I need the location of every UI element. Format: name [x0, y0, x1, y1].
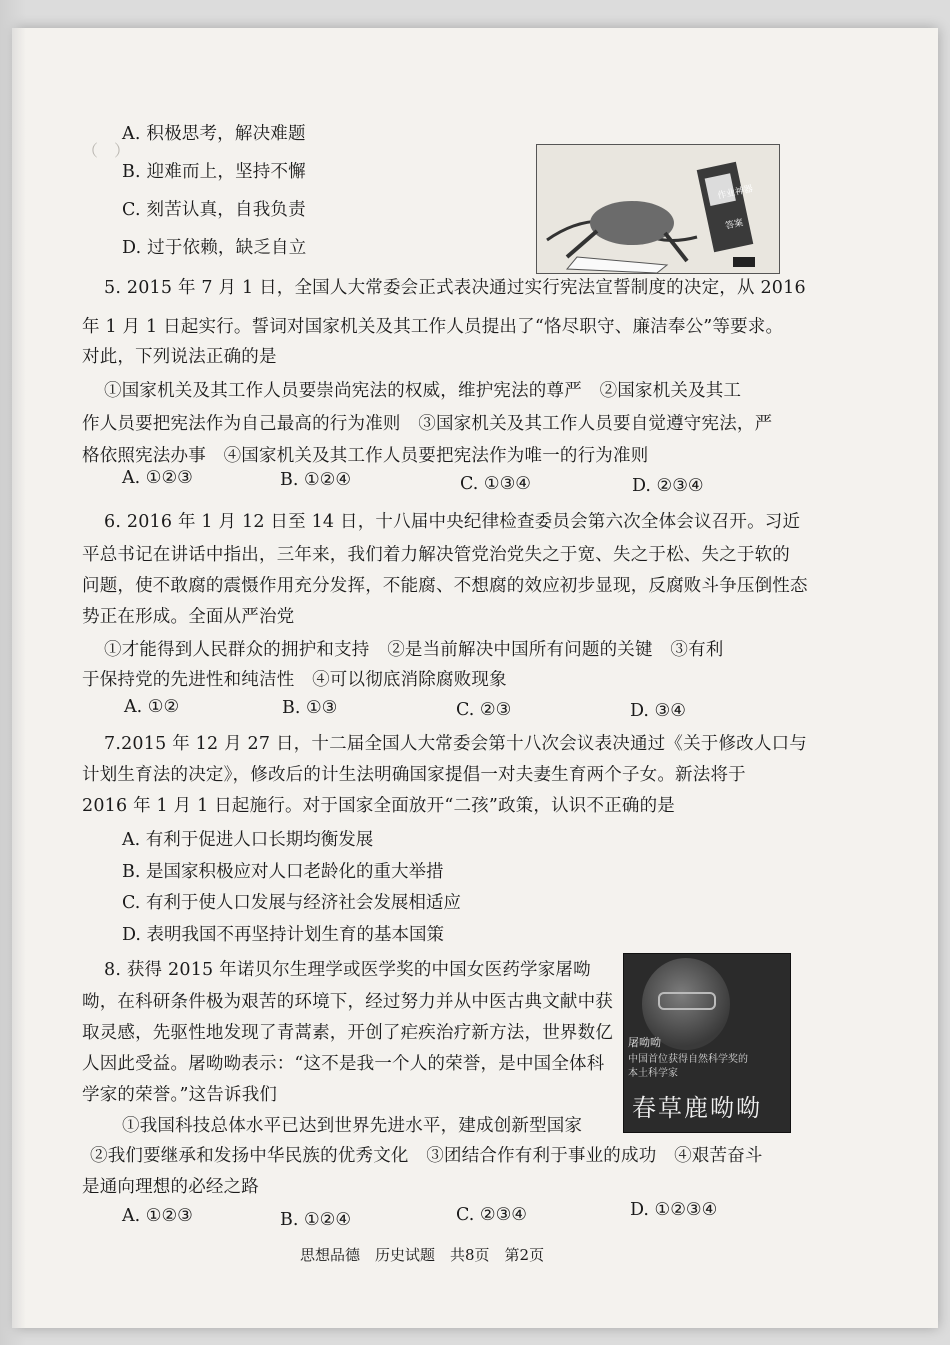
q6-option-a: A. ①②	[124, 697, 180, 717]
q7-line-3: 2016 年 1 月 1 日起施行。对于国家全面放开“二孩”政策，认识不正确的是	[82, 796, 676, 816]
q8-option-d: D. ①②③④	[630, 1200, 718, 1220]
q5-option-c: C. ①③④	[460, 474, 531, 494]
q5-line-6: 格依照宪法办事 ④国家机关及其工作人员要把宪法作为唯一的行为准则	[82, 446, 649, 466]
q7-option-a: A. 有利于促进人口长期均衡发展	[122, 830, 374, 850]
q7-line-1: 7.2015 年 12 月 27 日，十二届全国人大常委会第十八次会议表决通过《关于修改人口与	[104, 734, 807, 754]
q5-line-4: ①国家机关及其工作人员要崇尚宪法的权威，维护宪法的尊严 ②国家机关及其工	[104, 381, 742, 401]
q4-option-b: B. 迎难而上，坚持不懈	[122, 162, 306, 182]
q4-option-d: D. 过于依赖，缺乏自立	[122, 238, 307, 258]
q8-option-a: A. ①②③	[122, 1206, 193, 1226]
q4-option-c: C. 刻苦认真，自我负责	[122, 200, 306, 220]
q8-line-2: 呦，在科研条件极为艰苦的环境下，经过努力并从中医古典文献中获	[82, 992, 613, 1012]
q8-line-5: 学家的荣誉。”这告诉我们	[82, 1085, 278, 1105]
q8-option-b: B. ①②④	[280, 1210, 352, 1230]
q8-line-7: ②我们要继承和发扬中华民族的优秀文化 ③团结合作有利于事业的成功 ④艰苦奋斗	[90, 1146, 763, 1166]
photo-caption-line: 中国首位获得自然科学奖的	[628, 1054, 748, 1065]
q5-line-2: 年 1 月 1 日起实行。誓词对国家机关及其工作人员提出了“恪尽职守、廉洁奉公”等要求。	[82, 317, 784, 337]
q5-option-d: D. ②③④	[632, 476, 704, 496]
scan-shadow	[0, 0, 26, 1345]
q6-line-4: 势正在形成。全面从严治党	[82, 607, 295, 627]
q5-line-1: 5. 2015 年 7 月 1 日，全国人大常委会正式表决通过实行宪法宣誓制度的决定，从 2016	[104, 278, 806, 298]
q7-line-2: 计划生育法的决定》，修改后的计生法明确国家提倡一对夫妻生育两个子女。新法将于	[82, 765, 746, 785]
q5-option-b: B. ①②④	[280, 470, 352, 490]
q4-option-a: A. 积极思考，解决难题	[122, 124, 306, 144]
q8-line-8: 是通向理想的必经之路	[82, 1177, 259, 1197]
cartoon-book-label: 作业神器	[716, 184, 754, 202]
q6-option-c: C. ②③	[456, 700, 512, 720]
q6-line-1: 6. 2016 年 1 月 12 日至 14 日，十八届中央纪律检查委员会第六次全体会议召开。习近	[104, 512, 801, 532]
q6-option-b: B. ①③	[282, 698, 338, 718]
q5-option-a: A. ①②③	[122, 468, 193, 488]
cartoon-drawing	[537, 145, 779, 273]
cartoon-paper-label: 答案	[724, 218, 745, 232]
q6-line-2: 平总书记在讲话中指出，三年来，我们着力解决管党治党失之于宽、失之于松、失之于软的	[82, 545, 790, 565]
q5-line-3: 对此，下列说法正确的是	[82, 347, 277, 367]
q6-line-5: ①才能得到人民群众的拥护和支持 ②是当前解决中国所有问题的关键 ③有利	[104, 640, 724, 660]
q6-option-d: D. ③④	[630, 701, 686, 721]
portrait-photo	[623, 953, 791, 1133]
q8-line-1: 8. 获得 2015 年诺贝尔生理学或医学奖的中国女医药学家屠呦	[104, 960, 591, 980]
q8-option-c: C. ②③④	[456, 1205, 527, 1225]
q8-line-4: 人因此受益。屠呦呦表示：“这不是我一个人的荣誉，是中国全体科	[82, 1054, 605, 1074]
q8-line-6: ①我国科技总体水平已达到世界先进水平，建成创新型国家	[122, 1116, 583, 1136]
q6-line-6: 于保持党的先进性和纯洁性 ④可以彻底消除腐败现象	[82, 670, 507, 690]
photo-caption-name: 屠呦呦	[628, 1036, 661, 1049]
q8-line-3: 取灵感，先驱性地发现了青蒿素，开创了疟疾治疗新方法，世界数亿	[82, 1023, 613, 1043]
q5-line-5: 作人员要把宪法作为自己最高的行为准则 ③国家机关及其工作人员要自觉遵守宪法，严	[82, 414, 773, 434]
glasses-shape	[658, 992, 716, 1010]
photo-title: 春草鹿呦呦	[632, 1094, 762, 1122]
q7-option-d: D. 表明我国不再坚持计划生育的基本国策	[122, 925, 445, 945]
q7-option-c: C. 有利于使人口发展与经济社会发展相适应	[122, 893, 461, 913]
page-footer: 思想品德 历史试题 共8页 第2页	[300, 1246, 545, 1264]
q7-option-b: B. 是国家积极应对人口老龄化的重大举措	[122, 862, 444, 882]
bleed-through-text: （ ）	[82, 141, 459, 160]
photo-caption-line-2: 本土科学家	[628, 1068, 678, 1079]
q6-line-3: 问题，使不敢腐的震慑作用充分发挥，不能腐、不想腐的效应初步显现，反腐败斗争压倒性态	[82, 576, 808, 596]
cartoon-image	[536, 144, 780, 274]
